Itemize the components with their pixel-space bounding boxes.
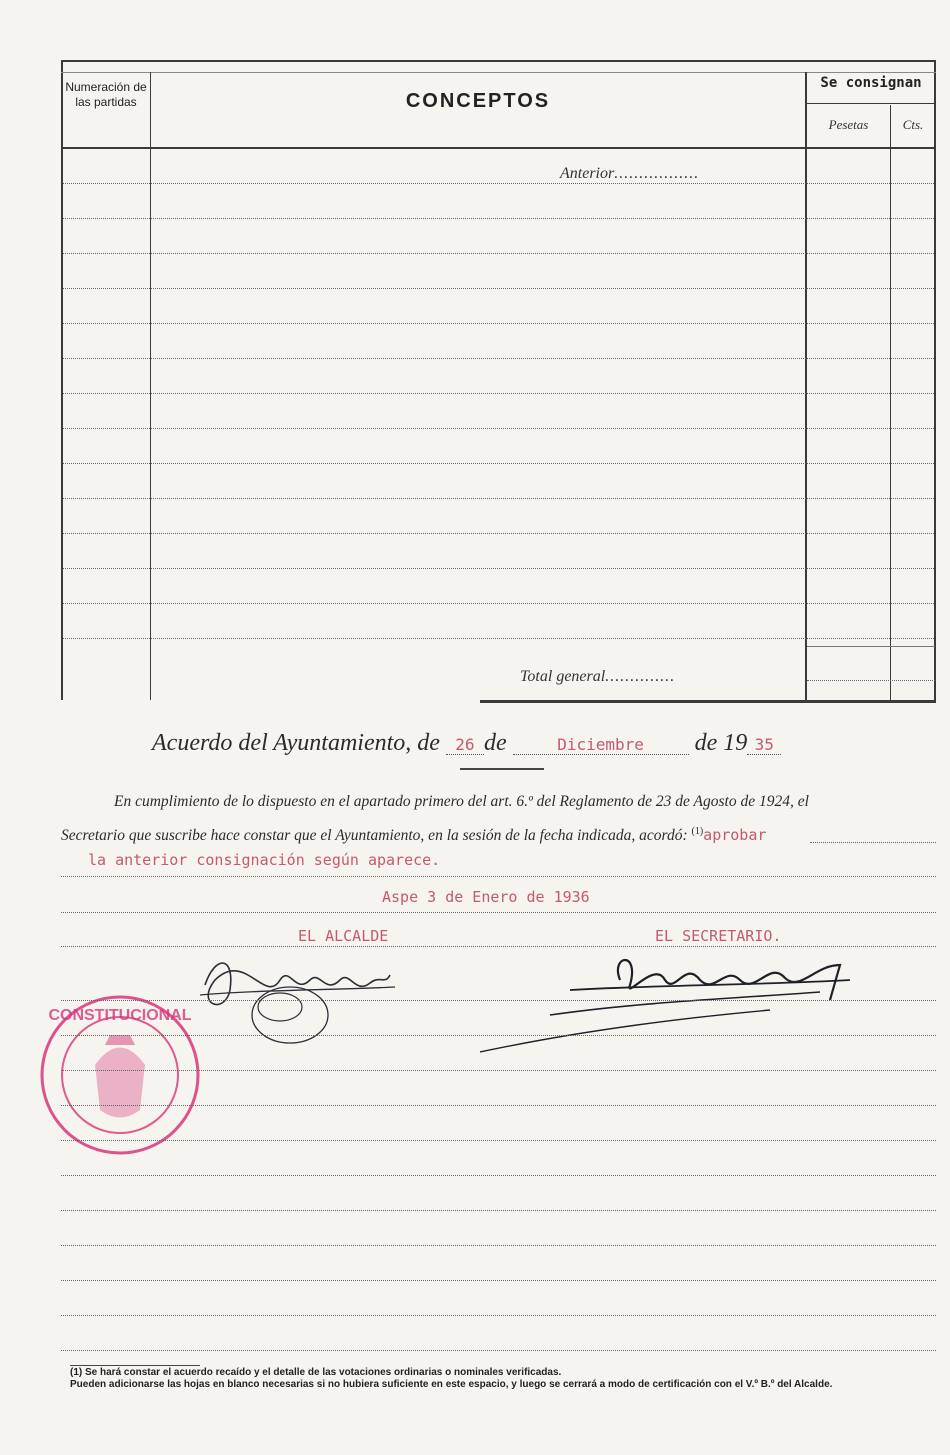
fill-line [61, 1035, 936, 1036]
certification-text: Secretario que suscribe hace constar que el Ayuntamiento, en la sesión de la fecha indicada, acordó: [61, 827, 688, 845]
header-numeracion: Numeración de las partidas [65, 80, 147, 109]
header-conceptos: CONCEPTOS [405, 90, 551, 112]
acuerdo-text-1: aprobar [703, 826, 767, 845]
fill-line [810, 842, 936, 843]
secretario-label: EL SECRETARIO. [655, 927, 782, 945]
table-row [63, 218, 934, 219]
total-rule [807, 646, 935, 647]
col-divider-numeracion [150, 72, 151, 700]
table-right-border [934, 60, 936, 700]
header-cts: Cts. [902, 117, 924, 132]
table-row [63, 323, 934, 324]
table-row [63, 288, 934, 289]
table-row [63, 358, 934, 359]
fill-line [61, 1175, 936, 1176]
table-row [807, 680, 935, 681]
footnote-line2: Pueden adicionarse las hojas en blanco necesarias si no hubiera suficiente en este espacio, y luego se cerrará a modo de certificación con el V.º B.º del Alcalde. [70, 1379, 833, 1390]
fill-line [61, 1105, 936, 1106]
col-divider-conceptos [805, 72, 807, 700]
leader-dots: .............. [605, 668, 676, 685]
acuerdo-text-2: la anterior consignación según aparece. [88, 851, 441, 869]
footnotes [70, 1367, 832, 1391]
fill-line [61, 1000, 936, 1001]
fill-line [61, 1350, 936, 1351]
total-general-label: Total general [520, 668, 606, 685]
acuerdo-line [152, 730, 781, 757]
table-bottom-border [480, 700, 936, 703]
table-left-border [61, 60, 63, 700]
fill-line [61, 1210, 936, 1211]
footnote-rule [70, 1365, 200, 1366]
table-row [63, 568, 934, 569]
table-row [63, 463, 934, 464]
table-row [63, 603, 934, 604]
fill-line [61, 1280, 936, 1281]
acuerdo-title: Acuerdo del Ayuntamiento, de [152, 730, 440, 756]
certification-paragraph-line2 [61, 826, 766, 845]
fill-line [61, 1315, 936, 1316]
header-bottom-border [61, 147, 936, 149]
table-top-border [61, 60, 936, 62]
municipal-stamp [25, 990, 215, 1165]
table-row [63, 253, 934, 254]
acuerdo-de-label: de [483, 730, 507, 756]
leader-dots: ................. [614, 165, 700, 182]
acuerdo-year-field: 35 [747, 735, 781, 755]
anterior-label: Anterior [560, 165, 615, 182]
stamp-text: CONSTITUCIONAL [48, 1007, 192, 1024]
table-row [63, 183, 934, 184]
footnote-ref: (1) [691, 826, 704, 837]
table-row [63, 533, 934, 534]
total-row-label [520, 668, 800, 686]
footnote-line1: (1) Se hará constar el acuerdo recaído y el detalle de las votaciones ordinarias o nominales verificadas. [70, 1367, 562, 1378]
fill-line [61, 1070, 936, 1071]
place-date: Aspe 3 de Enero de 1936 [382, 888, 590, 906]
acuerdo-year-prefix: de 19 [694, 730, 748, 756]
consignan-underline [807, 103, 935, 104]
table-row [63, 498, 934, 499]
fill-line [61, 1140, 936, 1141]
table-row [63, 638, 934, 639]
header-se-consignan: Se consignan [820, 75, 922, 91]
col-divider-pesetas [890, 105, 891, 700]
fill-line [61, 912, 936, 913]
certification-paragraph-line1: En cumplimiento de lo dispuesto en el apartado primero del art. 6.º del Reglamento de 23 de Agosto de 1924, el [114, 793, 809, 810]
acuerdo-day-field: 26 [446, 735, 484, 755]
fill-line [61, 876, 936, 877]
title-underline [460, 768, 544, 770]
header-pesetas: Pesetas [828, 117, 869, 132]
alcalde-label: EL ALCALDE [298, 927, 389, 945]
acuerdo-month-field: Diciembre [513, 735, 689, 755]
fill-line [61, 1245, 936, 1246]
anterior-row-label [560, 165, 800, 183]
table-row [63, 393, 934, 394]
table-row [63, 428, 934, 429]
